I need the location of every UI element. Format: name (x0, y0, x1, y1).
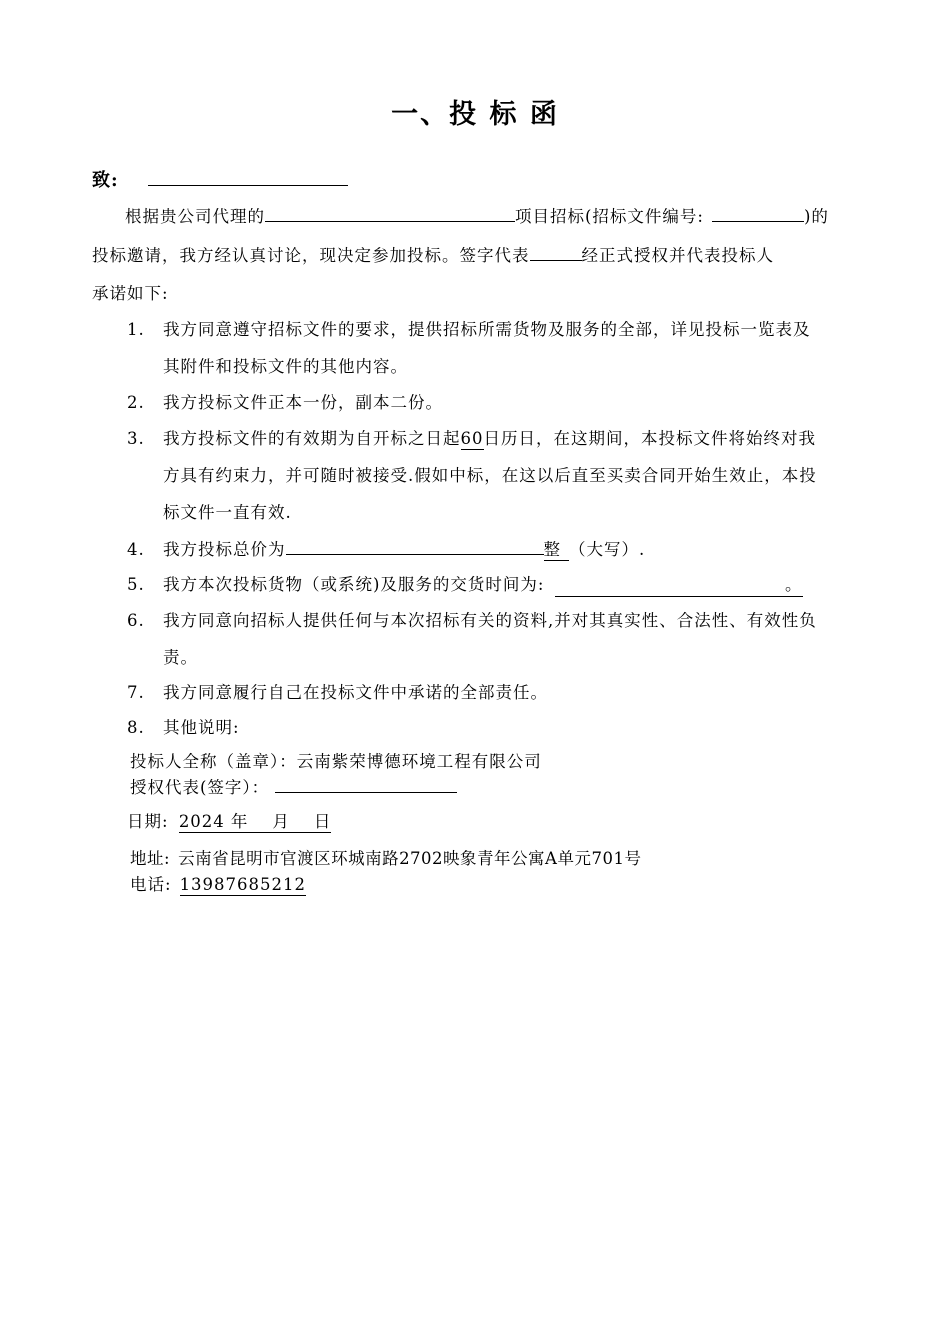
item-text: 我方投标文件正本一份，副本二份。 (163, 393, 443, 412)
address-line (130, 845, 641, 869)
list-item (127, 536, 645, 560)
representative-line (130, 774, 457, 798)
item-text: 我方同意履行自己在投标文件中承诺的全部责任。 (163, 683, 548, 702)
to-label: 致: (92, 170, 119, 191)
price-unit: 整 (544, 540, 570, 561)
list-item-continuation: 其附件和投标文件的其他内容。 (163, 357, 408, 376)
intro-line-3: 承诺如下: (92, 284, 169, 303)
date-line (127, 808, 331, 832)
intro-text-1: 根据贵公司代理的 (125, 207, 265, 226)
item-number: 1. (127, 320, 145, 339)
list-item (127, 607, 817, 631)
date-day-unit: 日 (313, 812, 332, 831)
representative-label: 授权代表(签字）： (130, 778, 270, 797)
list-item (127, 316, 811, 340)
phone-value: 13987685212 (179, 875, 307, 894)
item-text: 我方本次投标货物（或系统)及服务的交货时间为: (163, 575, 545, 594)
signatory-blank[interactable] (530, 243, 582, 261)
date-year-unit: 年 (230, 812, 249, 831)
item-text: 我方同意遵守招标文件的要求，提供招标所需货物及服务的全部，详见投标一览表及 (163, 320, 811, 339)
item-number: 7. (127, 683, 145, 702)
project-name-blank[interactable] (265, 204, 515, 222)
item-text: 我方同意向招标人提供任何与本次招标有关的资料,并对其真实性、合法性、有效性负 (163, 611, 817, 630)
item-number: 3. (127, 429, 145, 448)
list-item (127, 714, 240, 738)
validity-days: 60 (460, 429, 484, 448)
date-year: 2024 (178, 812, 225, 831)
item-text: 其他说明: (163, 718, 240, 737)
intro-line-1 (125, 203, 829, 227)
phone-line (130, 871, 306, 895)
bidder-name-line (130, 748, 542, 772)
recipient-blank[interactable] (148, 168, 348, 186)
list-item (127, 389, 443, 413)
intro-line-2 (92, 242, 774, 266)
item-text: （大写）. (569, 540, 646, 559)
date-label: 日期: (127, 812, 169, 831)
bidder-name-label: 投标人全称（盖章）： (130, 752, 297, 771)
page-title: 一、投 标 函 (391, 99, 559, 130)
list-item (127, 679, 548, 703)
list-item-continuation: 责。 (163, 648, 198, 667)
address-label: 地址: (130, 849, 171, 868)
list-item-continuation: 标文件一直有效. (163, 503, 292, 522)
address-value: 云南省昆明市官渡区环城南路2702映象青年公寓A单元701号 (178, 849, 642, 868)
item-text: 我方投标文件的有效期为自开标之日起 (163, 429, 461, 448)
total-price-blank[interactable] (286, 537, 544, 555)
representative-signature-blank[interactable] (275, 775, 457, 793)
date-value[interactable] (179, 812, 332, 833)
intro-text-3: )的 (804, 207, 829, 226)
item-number: 5. (127, 575, 145, 594)
item-number: 4. (127, 540, 145, 559)
intro-text-2: 项目招标(招标文件编号: (515, 207, 704, 226)
list-item-continuation: 方具有约束力，并可随时被接受.假如中标，在这以后直至买卖合同开始生效止，本投 (163, 466, 817, 485)
list-item (127, 425, 816, 449)
phone-label: 电话: (130, 875, 172, 894)
intro-text-5: 经正式授权并代表投标人 (581, 246, 774, 265)
item-end-mark: 。 (785, 575, 803, 594)
intro-text-4: 投标邀请，我方经认真讨论，现决定参加投标。签字代表 (92, 246, 530, 265)
recipient-line (92, 166, 348, 192)
item-text: 日历日，在这期间，本投标文件将始终对我 (483, 429, 816, 448)
delivery-time-blank[interactable] (555, 571, 803, 597)
item-number: 8. (127, 718, 145, 737)
item-number: 2. (127, 393, 145, 412)
tender-number-blank[interactable] (712, 204, 804, 222)
item-number: 6. (127, 611, 145, 630)
bidder-name-value: 云南紫荣博德环境工程有限公司 (296, 752, 542, 771)
date-month-unit: 月 (272, 812, 290, 831)
item-text: 我方投标总价为 (163, 540, 286, 559)
list-item (127, 571, 803, 597)
